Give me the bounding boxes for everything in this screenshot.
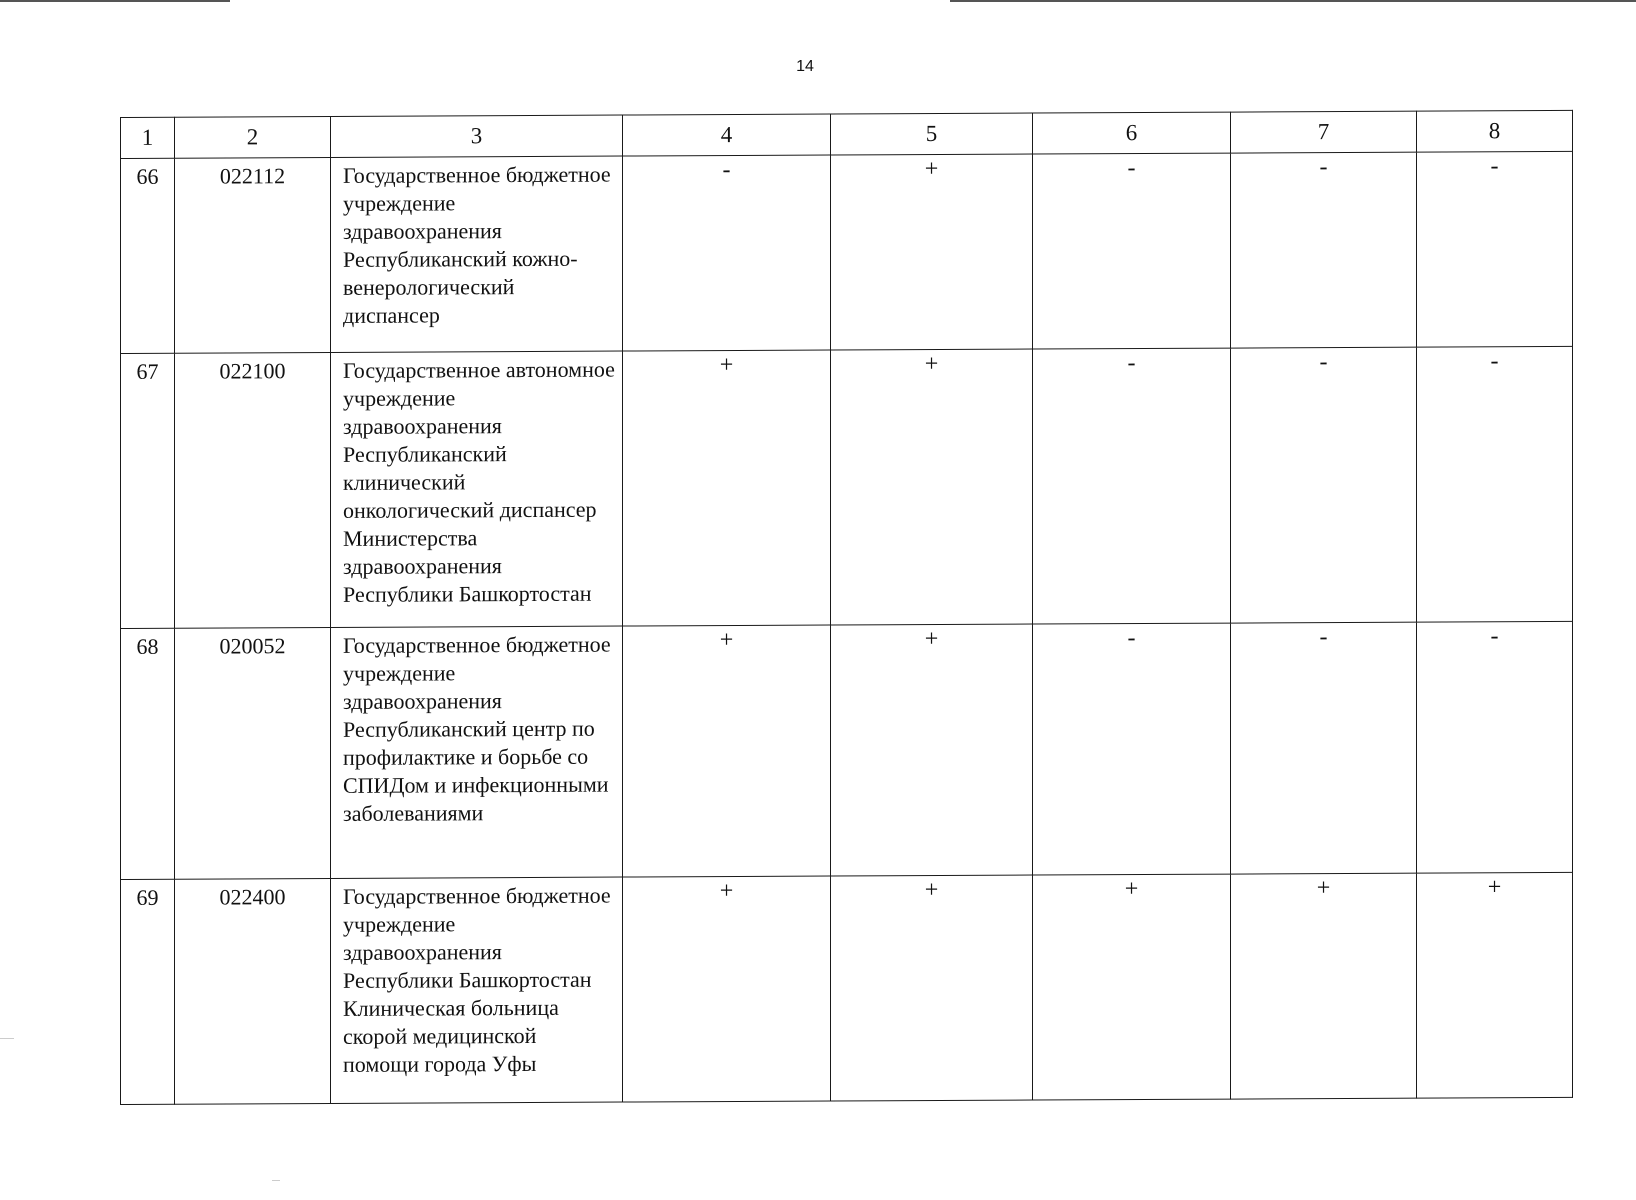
page-number: 14 <box>796 58 814 75</box>
row-number: 67 <box>121 353 175 628</box>
scan-mark-left <box>0 1038 14 1039</box>
scan-mark-bottom <box>272 1180 280 1181</box>
table-header-row <box>121 110 1573 158</box>
organization-code: 022112 <box>175 157 331 353</box>
mark-col-4: + <box>623 625 831 877</box>
scan-edge-left <box>0 0 230 2</box>
organization-name: Государственное бюджетное учреждение здравоохранения Республики Башкортостан Клиническая больница скорой медицинской помощи города Уфы <box>331 877 623 1103</box>
mark-col-7: + <box>1231 873 1417 1099</box>
column-header-8: 8 <box>1417 110 1573 152</box>
mark-col-6: + <box>1033 874 1231 1100</box>
organization-code: 020052 <box>175 627 331 879</box>
mark-col-6: - <box>1033 623 1231 875</box>
organization-code: 022100 <box>175 352 331 628</box>
table-row <box>121 346 1573 628</box>
mark-col-7: - <box>1231 622 1417 874</box>
column-header-1: 1 <box>121 117 175 158</box>
table-row <box>121 872 1573 1104</box>
column-header-3: 3 <box>331 115 623 157</box>
mark-col-8: - <box>1417 346 1573 622</box>
mark-col-5: + <box>831 875 1033 1101</box>
mark-col-8: - <box>1417 621 1573 873</box>
column-header-7: 7 <box>1231 111 1417 153</box>
mark-col-5: + <box>831 624 1033 876</box>
mark-col-5: + <box>831 154 1033 350</box>
organization-name: Государственное бюджетное учреждение здравоохранения Республиканский кожно-венерологический диспансер <box>331 156 623 352</box>
mark-col-4: + <box>623 350 831 626</box>
mark-col-7: - <box>1231 347 1417 623</box>
table-row <box>121 621 1573 879</box>
column-header-5: 5 <box>831 113 1033 155</box>
organization-name: Государственное автономное учреждение здравоохранения Республиканский клинический онкологический диспансер Министерства здравоохранения Республики Башкортостан <box>331 351 623 627</box>
column-header-4: 4 <box>623 114 831 156</box>
mark-col-5: + <box>831 349 1033 625</box>
mark-col-4: - <box>623 155 831 351</box>
mark-col-6: - <box>1033 348 1231 624</box>
mark-col-7: - <box>1231 152 1417 348</box>
column-header-2: 2 <box>175 116 331 158</box>
row-number: 68 <box>121 628 175 879</box>
mark-col-6: - <box>1033 153 1231 349</box>
organization-name: Государственное бюджетное учреждение здравоохранения Республиканский центр по профилактике и борьбе со СПИДом и инфекционными заболеваниями <box>331 626 623 878</box>
mark-col-8: - <box>1417 151 1573 347</box>
mark-col-4: + <box>623 876 831 1102</box>
scan-edge-right <box>950 0 1636 2</box>
column-header-6: 6 <box>1033 112 1231 154</box>
mark-col-8: + <box>1417 872 1573 1098</box>
table-row <box>121 151 1573 353</box>
organization-code: 022400 <box>175 878 331 1104</box>
row-number: 69 <box>121 879 175 1104</box>
row-number: 66 <box>121 158 175 353</box>
registry-table <box>120 110 1573 1105</box>
